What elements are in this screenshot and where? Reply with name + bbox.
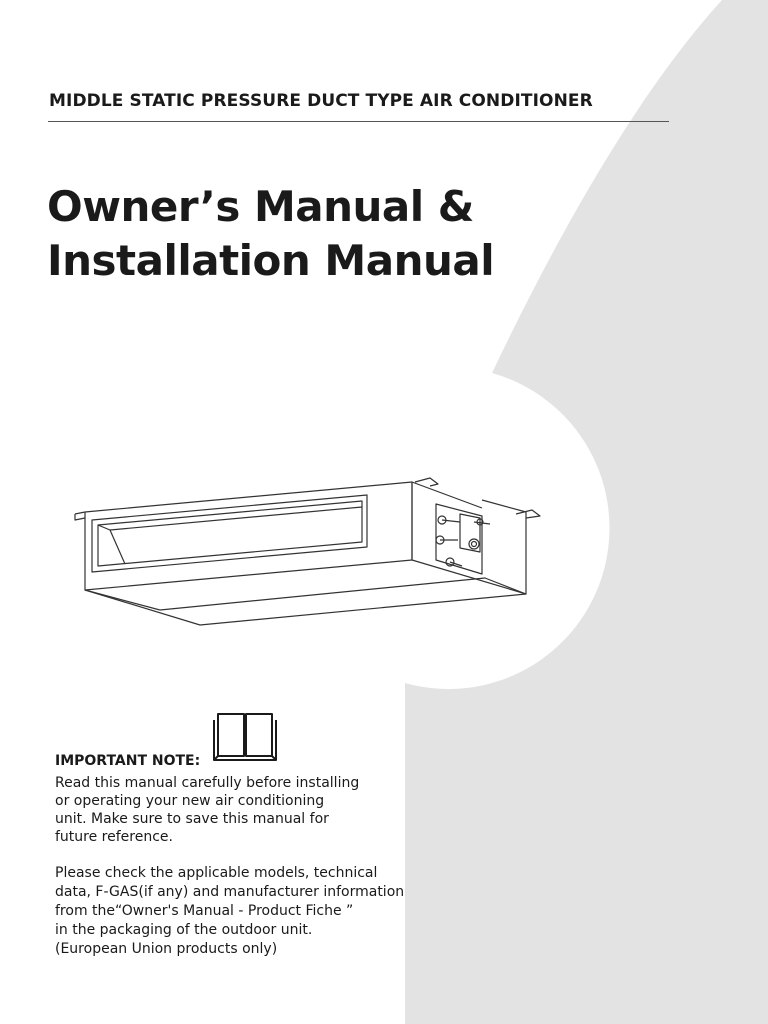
open-book-icon (210, 708, 280, 764)
important-note-text (55, 774, 415, 846)
duct-unit-illustration (70, 470, 550, 630)
important-note-line: or operating your new air conditioning (55, 793, 325, 809)
manual-title (47, 180, 494, 288)
header-divider (48, 121, 669, 122)
important-note-heading: IMPORTANT NOTE: (55, 753, 201, 769)
important-note-line: future reference. (55, 829, 173, 845)
product-fiche-line: from the“Owner's Manual - Product Fiche ” (55, 903, 354, 919)
product-fiche-line: Please check the applicable models, technical (55, 865, 378, 881)
important-note-line: Read this manual carefully before installing (55, 775, 360, 791)
manual-title-line-1: Owner’s Manual & (47, 182, 474, 231)
product-fiche-line: data, F-GAS(if any) and manufacturer information (55, 884, 405, 900)
manual-title-line-2: Installation Manual (47, 236, 495, 285)
product-fiche-line: in the packaging of the outdoor unit. (55, 922, 313, 938)
product-fiche-line: (European Union products only) (55, 941, 278, 957)
important-note-line: unit. Make sure to save this manual for (55, 811, 329, 827)
product-type-heading: MIDDLE STATIC PRESSURE DUCT TYPE AIR CONDITIONER (49, 91, 593, 111)
product-fiche-note (55, 864, 435, 959)
